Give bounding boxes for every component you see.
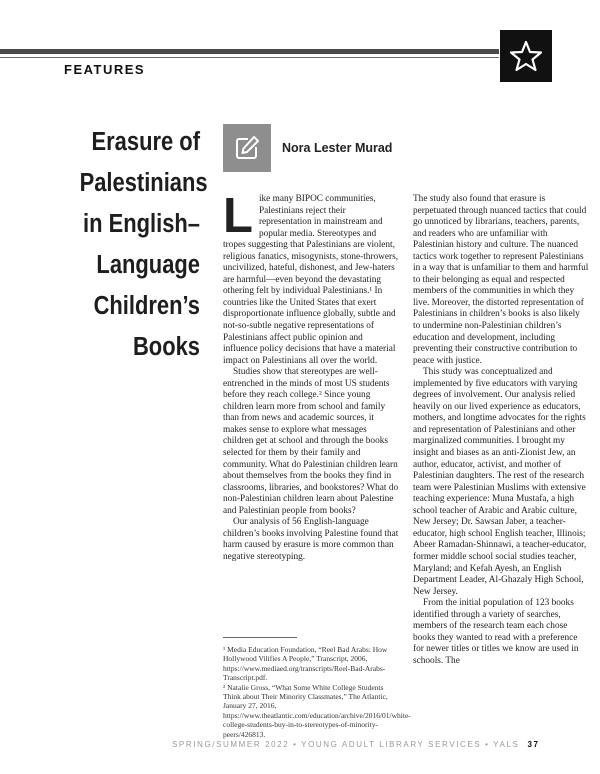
footnote: ² Natalie Gross, “What Some White College Students Think about Their Minority Classmates,” The Atlantic, January 27, 2016, https://www.theatlantic.com/education/archive/2016/01/white-college-students-buy-in-to-stereotypes-of-minority-peers/426813. (223, 682, 411, 739)
paragraph: From the initial population of 123 books identified through a variety of searches, members of the research team each chose books they wanted to read with a preference for newer titles or titles we know are used in schools. The (413, 598, 579, 666)
title-line: Language (96, 251, 200, 279)
title-line: in English– (83, 210, 200, 238)
section-label: FEATURES (64, 62, 146, 77)
paragraph: The study also found that erasure is perpetuated through nuanced tactics that could go unnoticed by librarians, teachers, parents, and readers who are unfamiliar with Palestinian history and culture. The nuanced tactics work together to represent Palestinians in a way that is unfamiliar to them and harmful to their belonging as equal and respected members of the communities in which they live. Moreover, the distorted representation of Palestinians in children’s books is also likely to undermine non-Palestinian children’s education and development, including preventing their constructive contribution to peace with justice. (413, 194, 589, 366)
page-number: 37 (527, 740, 540, 749)
author-name: Nora Lester Murad (282, 141, 393, 155)
article-title (79, 122, 208, 368)
byline-badge (223, 124, 271, 172)
pencil-edit-icon (232, 133, 262, 163)
header-rule-thin (0, 57, 499, 58)
title-line: Children’s (93, 292, 200, 320)
paragraph-text: ike many BIPOC communities, Palestinians reject their representation in mainstream and popular media. Stereotypes and tropes suggesting that Palestinians are violent, religious fanatics, misogynists, stone-throwers, uncivilized, hateful, dishonest, and Jew-haters are harmful—even beyond the devastating othering felt by individual Palestinians.¹ In countries like the United States that exert disproportionate influence globally, subtle and not-so-subtle negative representations of Palestinians affect public opinion and influence policy decisions that have a material impact on Palestinians all over the world. (223, 194, 399, 366)
star-badge (500, 30, 552, 82)
title-line: Erasure of (91, 128, 200, 156)
title-line: Palestinians (79, 169, 208, 197)
footnotes (223, 645, 411, 739)
page-footer (172, 740, 592, 749)
running-footer: SPRING/SUMMER 2022 • YOUNG ADULT LIBRARY SERVICES • YALS (172, 740, 520, 749)
title-line: Books (132, 333, 200, 361)
body-column-right (413, 194, 589, 667)
footnote-rule (223, 637, 297, 638)
paragraph: Studies show that stereotypes are well-entrenched in the minds of most US students before they reach college.² Since young children learn more from school and family than from news and academic sources, it makes sense to explore what messages children get at school and through the books selected for them by their family and community. What do Palestinian children learn about themselves from the books they find in classrooms, libraries, and bookstores? What do non-Palestinian children learn about Palestine and Palestinian people from books? (223, 367, 399, 516)
footnote: ¹ Media Education Foundation, “Reel Bad Arabs: How Hollywood Vilifies A People,” Transcript, 2006, https://www.mediaed.org/transcripts/Reel-Bad-Arabs-Transcript.pdf. (223, 645, 388, 683)
header-rule (0, 49, 499, 54)
paragraph: This study was conceptualized and implemented by five educators with varying degrees of involvement. Our analysis relied heavily on our lived experience as educators, mothers, and longtime advocates for the rights and representation of Palestinians and other marginalized communities. I brought my insight and biases as an anti-Zionist Jew, an author, educator, activist, and mother of Palestinian daughters. The rest of the research team were Palestinian Muslims with extensive teaching experience: Muna Mustafa, a high school teacher of Arabic and Arabic culture, New Jersey; Dr. Sawsan Jaber, a teacher-educator, high school English teacher, Illinois; Abeer Ramadan-Shinnawi, a teacher-educator, former middle school social studies teacher, Maryland; and Kefah Ayesh, an English Department Leader, Al-Ghazaly High School, New Jersey. (413, 367, 587, 597)
star-icon (509, 39, 543, 73)
paragraph (223, 189, 399, 367)
paragraph: Our analysis of 56 English-language children’s books involving Palestine found that harm caused by erasure is more common than negative stereotyping. (223, 517, 399, 562)
body-column-left (223, 189, 399, 564)
drop-cap: L (223, 189, 253, 243)
